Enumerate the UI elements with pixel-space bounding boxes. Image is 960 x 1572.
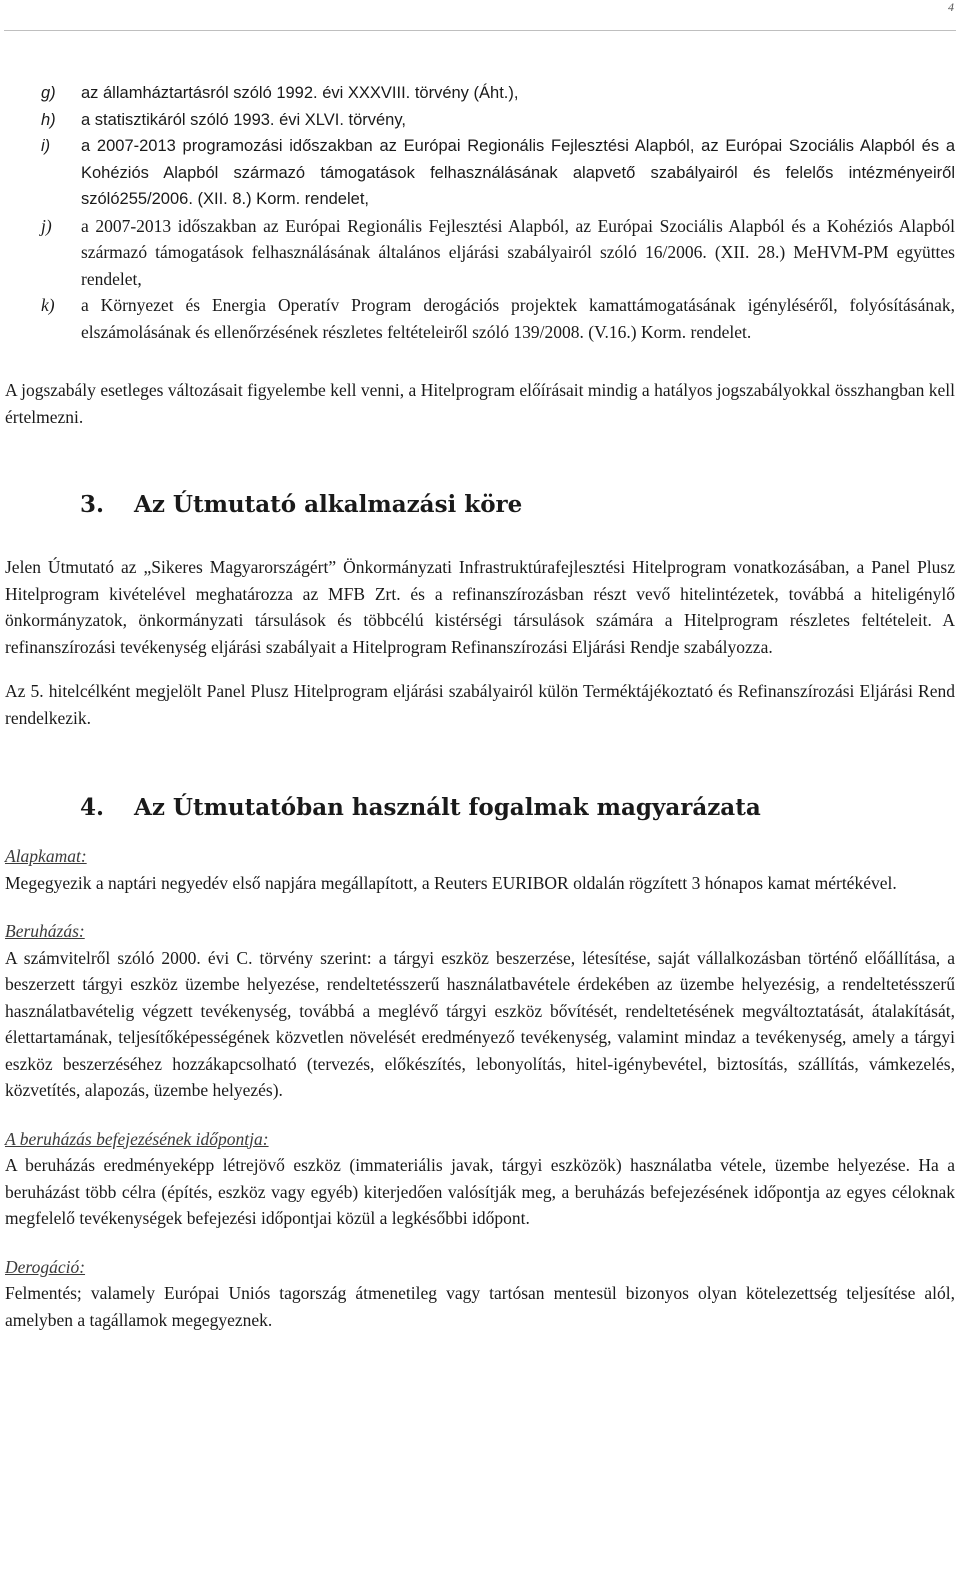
list-item-text: a 2007-2013 programozási időszakban az Európai Regionális Fejlesztési Alapból, az Európai Szociális Alapból és a Kohéziós Alapból származó támogatások felhasználásának alapvető szabályairól és felelős intézményeiről szóló255/2006. (XII. 8.) Korm. rendelet, [81,137,955,208]
list-item [5,213,955,293]
section-4-heading [5,793,955,823]
legal-note-paragraph: A jogszabály esetleges változásait figyelembe kell venni, a Hitelprogram előírásait mindig a hatályos jogszabályokkal összhangban kell értelmezni. [5,380,955,427]
document-body [5,80,955,1333]
list-item-text: a statisztikáról szóló 1993. évi XLVI. törvény, [81,110,406,129]
list-marker: i) [41,137,51,155]
list-item [5,80,955,107]
term-label: Alapkamat: [5,846,87,866]
list-item-text: a Környezet és Energia Operatív Program derogációs projektek kamattámogatásának igényléséről, folyósításának, elszámolásának és ellenőrzésének részletes feltételeiről szóló 139/2008. (V.16.) Korm. rendelet. [81,295,955,342]
term-definition: A beruházás eredményeképp létrejövő eszköz (immateriális javak, tárgyi eszközök) használatba vétele, üzembe helyezése. Ha a beruházást több célra (építés, eszköz vagy egyéb) kiterjedően valósítják meg, a beruházás befejezésének időpontja az egyes céloknak megfelelő tevékenységek befejezési időpontjai közül a legkésőbbi időpont. [5,1155,955,1228]
list-item [5,133,955,213]
term-label: Beruházás: [5,921,85,941]
section-number: 3. [80,491,105,518]
term-definition: A számvitelről szóló 2000. évi C. törvény szerint: a tárgyi eszköz beszerzése, létesítése, saját vállalkozásban történő előállítása, a beszerzett tárgyi eszköz üzembe helyezése, rendeltetésszerű használatbavétele érdekében az üzembe helyezésig, a rendeltetésszerű használatbavételig végzett tevékenység, továbbá a meglévő tárgyi eszköz bővítését, rendeltetésének megváltoztatását, átalakítását, élettartamának, teljesítőképességének közvetlen növelését eredményező tevékenység, valamint mindaz a tevékenység, amely a tárgyi eszköz beszerzéséhez hozzákapcsolható (tervezés, előkészítés, lebonyolítás, hitel-igénybevétel, biztosítás, szállítás, vámkezelés, közvetítés, alapozás, üzembe helyezés). [5,947,955,1100]
list-item-text: a 2007-2013 időszakban az Európai Regionális Fejlesztési Alapból, az Európai Szociális Alapból és a Kohéziós Alapból származó támogatások felhasználásának általános eljárási szabályairól szóló 16/2006. (XII. 28.) MeHVM-PM együttes rendelet, [81,215,955,289]
section-title: Az Útmutató alkalmazási köre [134,491,523,518]
section-3-paragraph-2: Az 5. hitelcélként megjelölt Panel Plusz Hitelprogram eljárási szabályairól külön Terméktájékoztató és Refinanszírozási Eljárási Rend rendelkezik. [5,681,955,728]
section-3-heading [5,490,955,520]
list-marker: h) [41,110,56,129]
list-marker: j) [41,215,52,236]
list-marker: k) [41,295,55,315]
section-number: 4. [80,794,105,821]
legal-reference-list [5,80,955,345]
list-item [5,107,955,134]
term-definition: Megegyezik a naptári negyedév első napjára megállapított, a Reuters EURIBOR oldalán rögzített 3 hónapos kamat mértékével. [5,872,897,893]
page-number: 4 [948,0,954,14]
term-label: A beruházás befejezésének időpontja: [5,1128,269,1149]
section-3-paragraph-1: Jelen Útmutató az „Sikeres Magyarországért” Önkormányzati Infrastruktúrafejlesztési Hitelprogram vonatkozásában, a Panel Plusz Hitelprogram kivételével meghatározza az MFB Zrt. és a refinanszírozásban részt vevő hitelintézetek, továbbá a hiteligénylő önkormányzatok, önkormányzati társulások és többcélú kistérségi társulások számára a Hitelprogram részletes feltételeit. A refinanszírozási tevékenység eljárási szabályait a Hitelprogram Refinanszírozási Eljárási Rendje szabályozza. [5,557,955,657]
term-definition: Felmentés; valamely Európai Uniós tagország átmenetileg vagy tartósan mentesül bizonyos olyan kötelezettség teljesítése alól, amelyben a tagállamok megegyeznek. [5,1283,955,1330]
term-label: Derogáció: [5,1256,86,1277]
list-item [5,292,955,345]
section-title: Az Útmutatóban használt fogalmak magyarázata [134,794,761,821]
header-divider [4,30,956,31]
list-item-text: az államháztartásról szóló 1992. évi XXXVIII. törvény (Áht.), [81,84,519,102]
list-marker: g) [41,84,56,102]
